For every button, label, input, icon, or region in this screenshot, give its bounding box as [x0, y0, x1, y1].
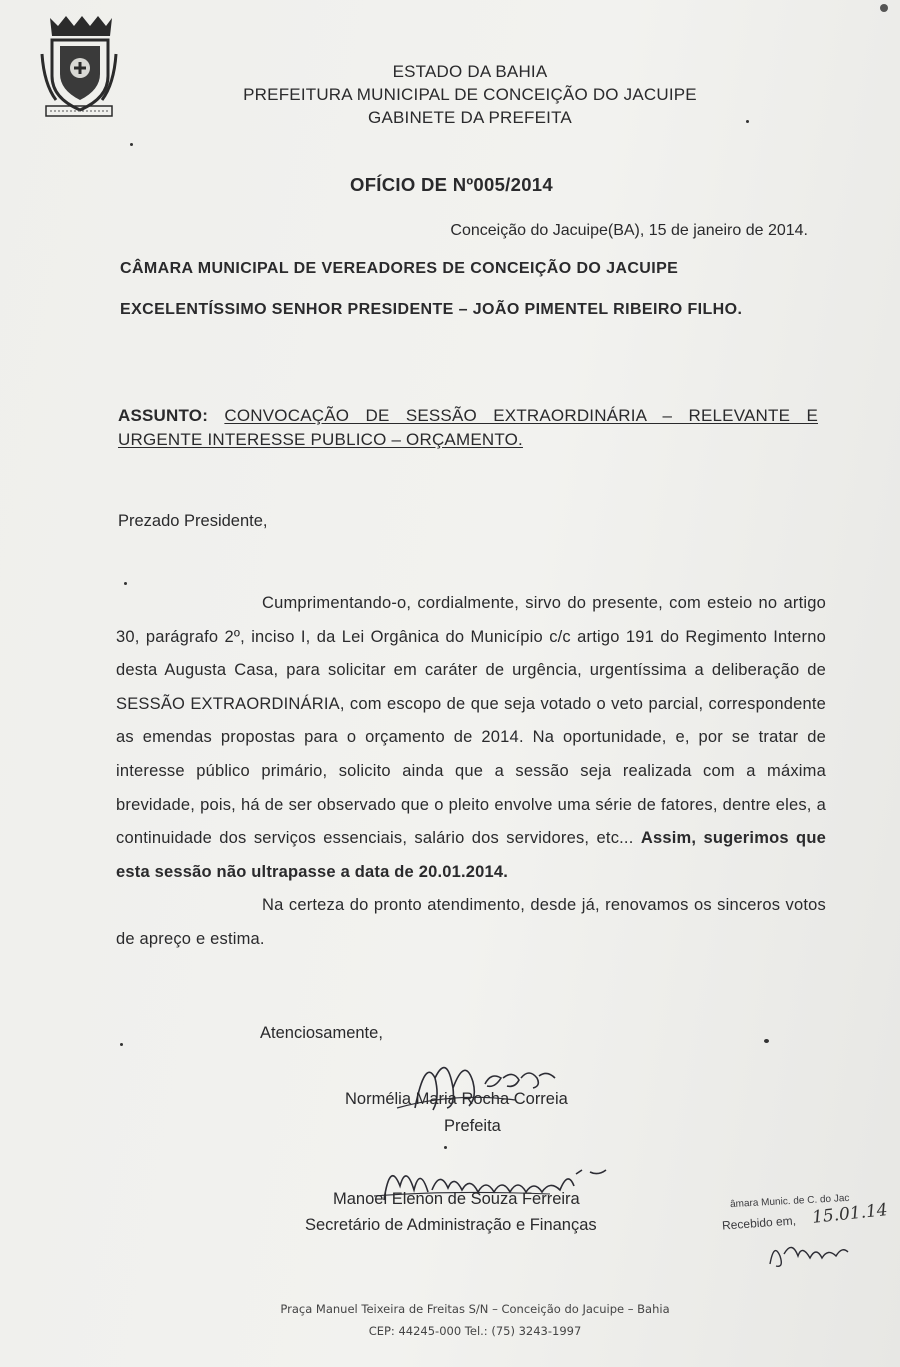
scan-speck — [764, 1039, 769, 1043]
closing: Atenciosamente, — [260, 1024, 383, 1042]
signer-1-role: Prefeita — [444, 1117, 501, 1135]
scan-speck — [880, 4, 888, 12]
scan-speck — [130, 143, 133, 146]
scan-speck — [120, 1043, 123, 1046]
scan-speck — [124, 582, 127, 585]
reception-stamp — [721, 1190, 889, 1270]
scan-speck — [746, 120, 749, 123]
date-line: Conceição do Jacuipe(BA), 15 de janeiro de 2014. — [450, 222, 808, 239]
municipal-crest-icon — [40, 14, 118, 122]
stamp-line-1: âmara Munic. de C. do Jac — [729, 1192, 850, 1211]
paragraph-1 — [116, 587, 826, 889]
signer-2-name: Manoel Elenon de Souza Ferreira — [333, 1190, 580, 1208]
salutation: Prezado Presidente, — [118, 512, 268, 530]
paragraph-1-bold: Assim, sugerimos que esta sessão não ultrapasse a data de 20.01.2014. — [116, 829, 826, 881]
paragraph-1-text: Cumprimentando-o, cordialmente, sirvo do presente, com esteio no artigo 30, parágrafo 2º, inciso I, da Lei Orgânica do Município c/c artigo 191 do Regimento Interno desta Augusta Casa, para solicitar em caráter de urgência, urgentíssima a deliberação de SESSÃO EXTRAORDINÁRIA, com escopo de que seja votado o veto parcial, correspondente as emendas propostas para o orçamento de 2014. Na oportunidade, e, por se tratar de interesse público primário, solicito ainda que a sessão seja realizada com a máxima brevidade, pois, há de ser observado que o pleito envolve uma série de fatores, dentre eles, a continuidade dos serviços essenciais, salário dos servidores, etc... — [116, 594, 826, 848]
stamp-handwritten-date: 15.01.14 — [811, 1200, 889, 1228]
letter-body — [116, 587, 826, 957]
document-title: OFÍCIO DE Nº005/2014 — [350, 174, 553, 195]
letterhead-prefecture: PREFEITURA MUNICIPAL DE CONCEIÇÃO DO JACUIPE — [243, 85, 697, 104]
letterhead-office: GABINETE DA PREFEITA — [368, 108, 572, 127]
recipient-organization: CÂMARA MUNICIPAL DE VEREADORES DE CONCEIÇÃO DO JACUIPE — [120, 260, 679, 277]
footer — [200, 1298, 750, 1342]
stamp-line-2: Recebido em, — [721, 1213, 797, 1233]
subject — [118, 404, 818, 452]
letterhead — [200, 60, 740, 129]
letterhead-state: ESTADO DA BAHIA — [392, 62, 548, 81]
subject-text: CONVOCAÇÃO DE SESSÃO EXTRAORDINÁRIA – RELEVANTE E URGENTE INTERESSE PUBLICO – ORÇAMENTO. — [118, 406, 818, 449]
signer-1-name: Normélia Maria Rocha Correia — [345, 1090, 568, 1108]
footer-contact: CEP: 44245-000 Tel.: (75) 3243-1997 — [368, 1324, 582, 1338]
stamp-signature-scribble — [762, 1234, 852, 1270]
paragraph-2: Na certeza do pronto atendimento, desde já, renovamos os sinceros votos de apreço e estima. — [116, 896, 826, 948]
subject-label: ASSUNTO: — [118, 406, 209, 425]
recipient-person: EXCELENTÍSSIMO SENHOR PRESIDENTE – JOÃO PIMENTEL RIBEIRO FILHO. — [120, 301, 743, 318]
signer-2-role: Secretário de Administração e Finanças — [305, 1216, 597, 1234]
scan-speck — [444, 1146, 447, 1149]
footer-address: Praça Manuel Teixeira de Freitas S/N – Conceição do Jacuipe – Bahia — [280, 1302, 670, 1316]
